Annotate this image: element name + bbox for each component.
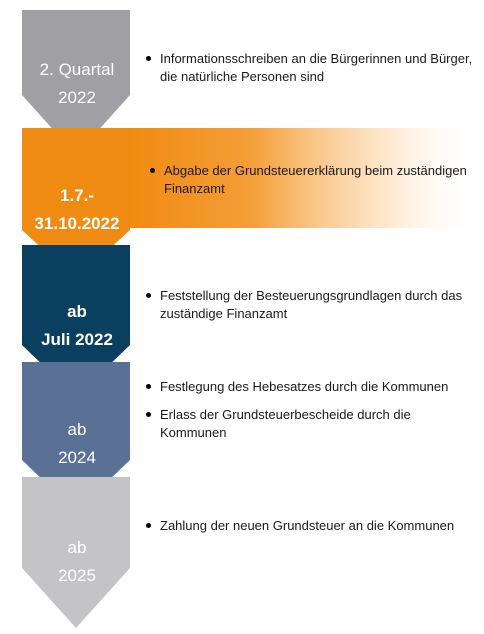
phase-label-5 (22, 534, 132, 590)
phase-label-line2: Juli 2022 (41, 330, 113, 349)
bullet-item: Festlegung des Hebesatzes durch die Kommunen (146, 378, 476, 396)
bullet-item: Zahlung der neuen Grundsteuer an die Kommunen (146, 517, 476, 535)
phase-2-bullets (150, 162, 480, 208)
bullet-item: Abgabe der Grundsteuererklärung beim zuständigen Finanzamt (150, 162, 480, 198)
bullet-item: Informationsschreiben an die Bürgerinnen und Bürger, die natürliche Personen sind (146, 50, 476, 86)
bullet-item: Erlass der Grundsteuerbescheide durch die Kommunen (146, 406, 476, 442)
phase-label-line2: 2022 (58, 88, 96, 107)
phase-label-line1: ab (67, 538, 87, 557)
phase-5-bullets (146, 517, 476, 545)
phase-label-line1: 2. Quartal (39, 60, 115, 79)
phase-3-bullets (146, 287, 476, 333)
phase-label-3 (22, 298, 132, 354)
phase-label-line1: ab (67, 302, 87, 321)
phase-label-2 (22, 182, 132, 238)
phase-label-line2: 2025 (58, 566, 96, 585)
phase-label-line1: ab (67, 420, 87, 439)
phase-label-4 (22, 416, 132, 472)
phase-label-1 (22, 56, 132, 112)
phase-label-line2: 31.10.2022 (34, 214, 120, 233)
phase-1-bullets (146, 50, 476, 96)
bullet-item: Feststellung der Besteuerungsgrundlagen durch das zuständige Finanzamt (146, 287, 476, 323)
phase-label-line1: 1.7.- (59, 186, 95, 205)
phase-label-line2: 2024 (58, 448, 96, 467)
phase-4-bullets (146, 378, 476, 452)
